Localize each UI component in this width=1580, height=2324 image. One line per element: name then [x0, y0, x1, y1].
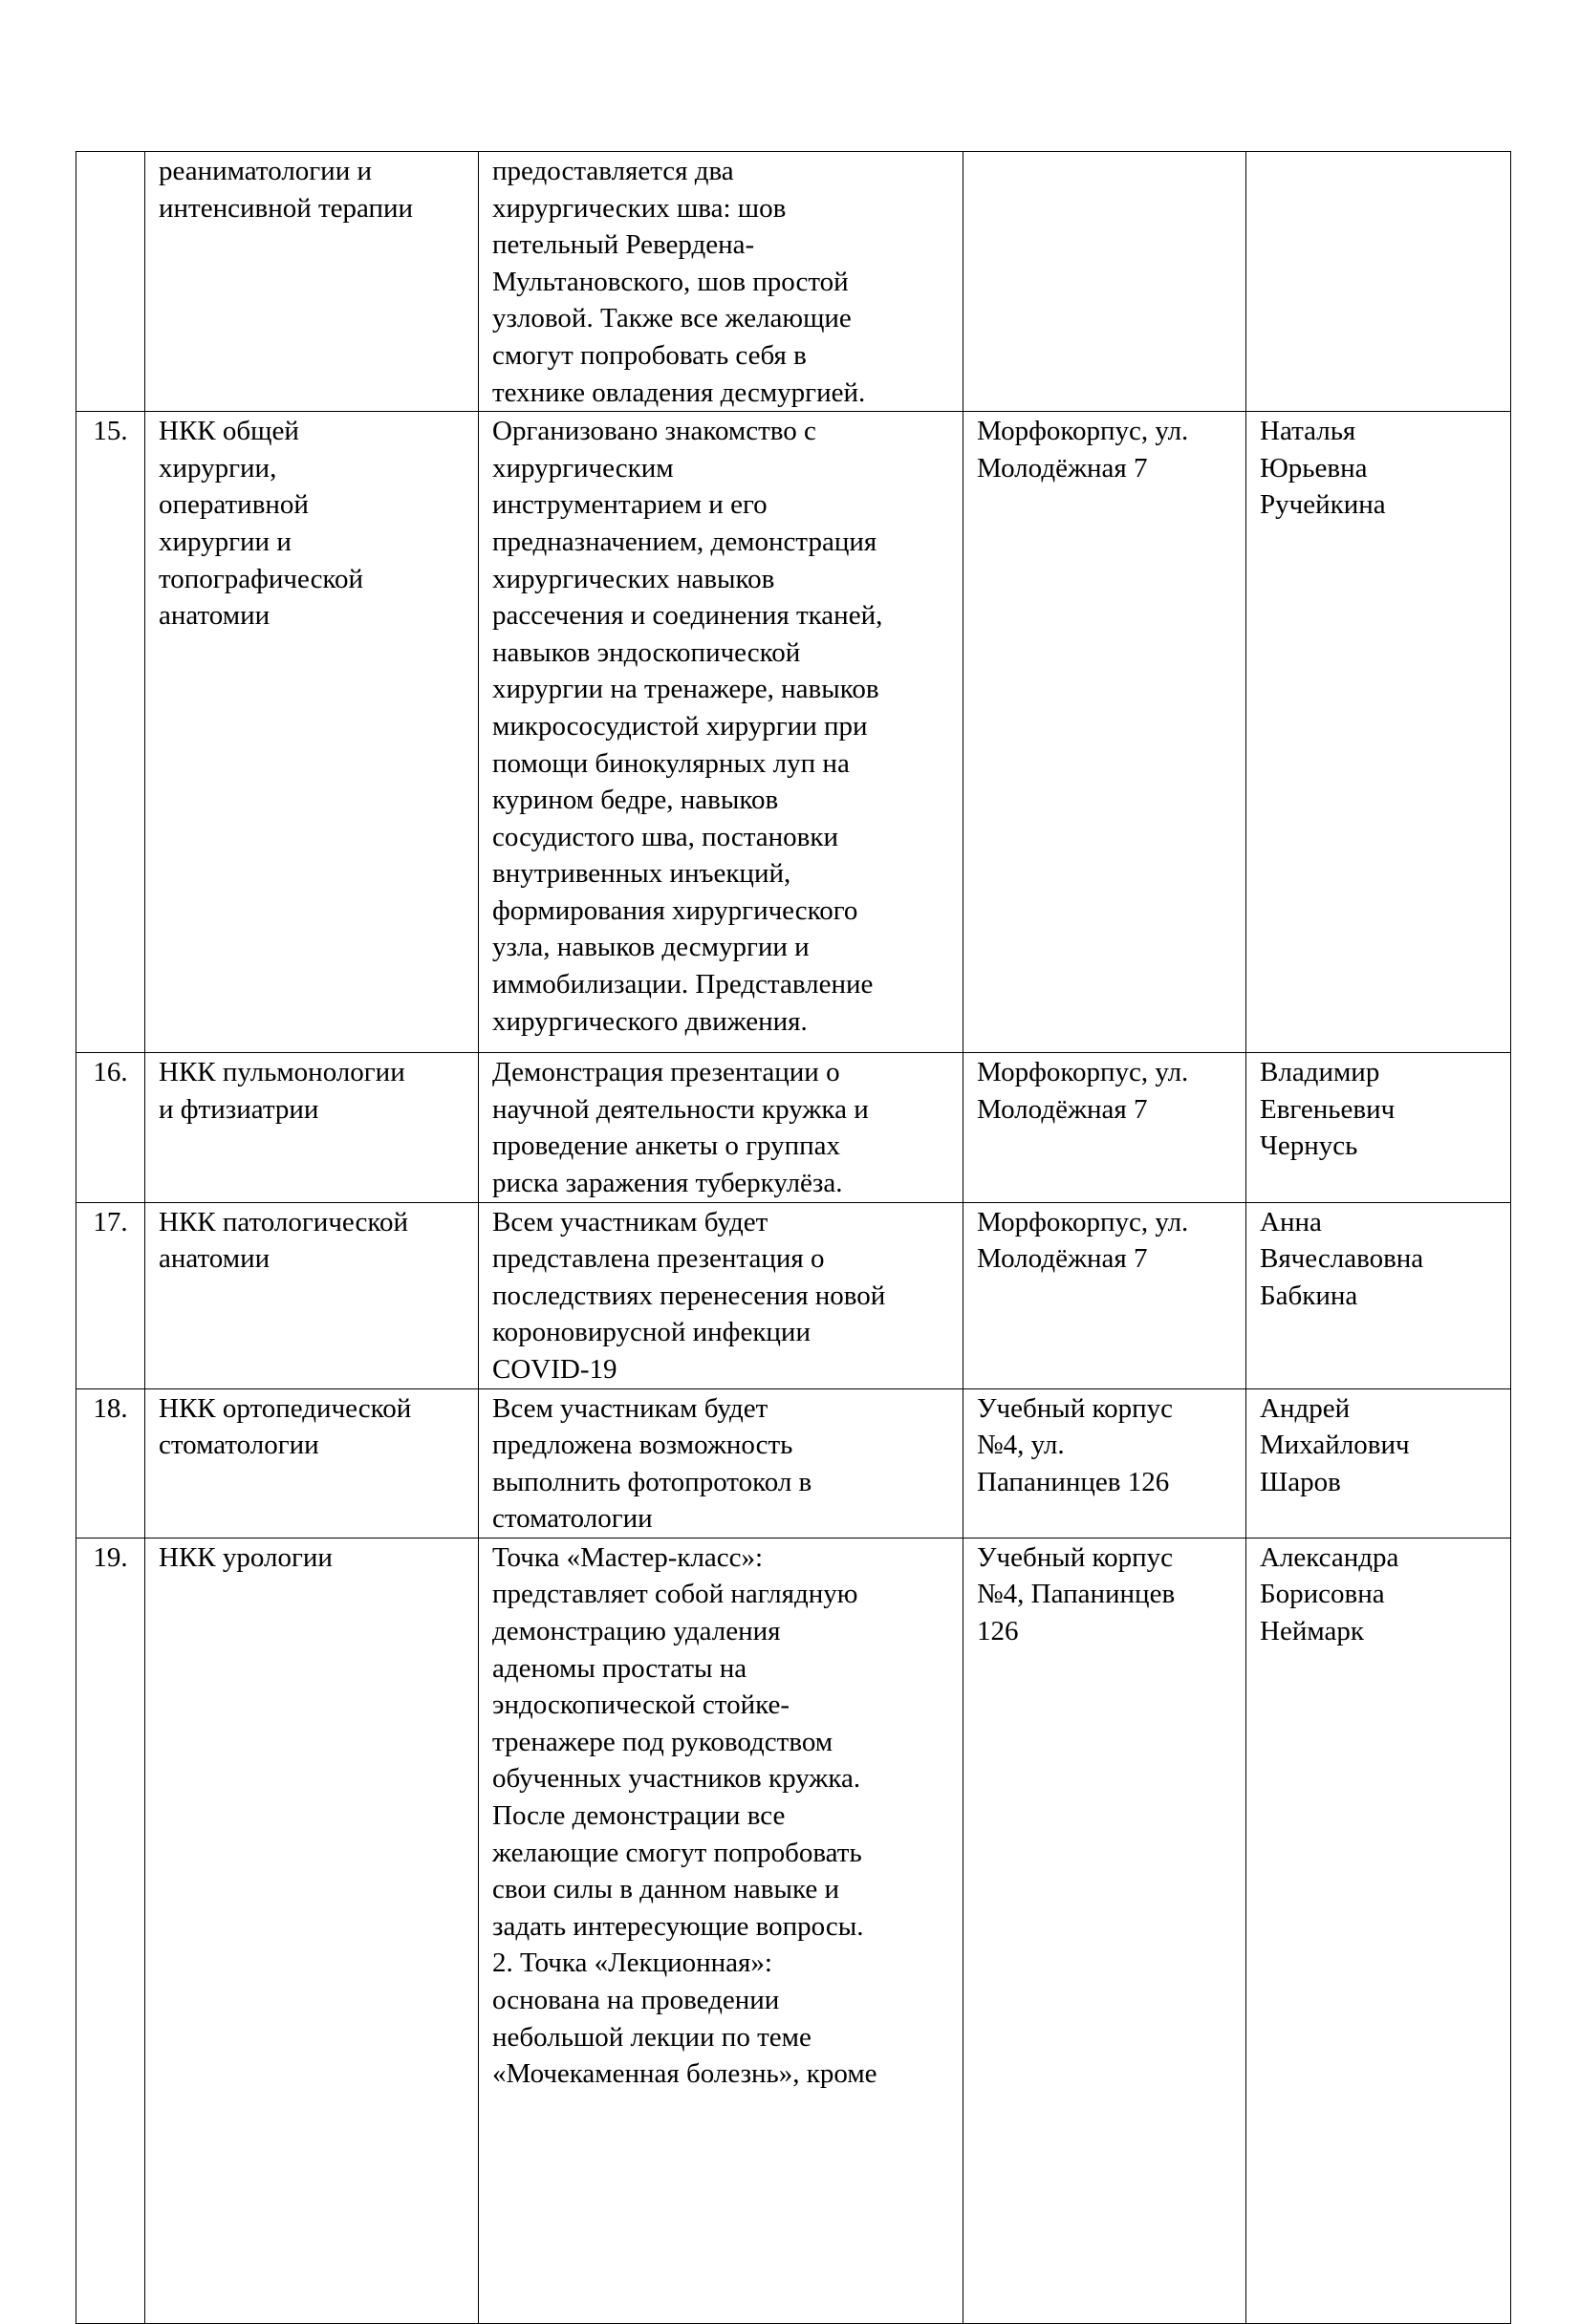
row-number: 15.: [93, 416, 128, 447]
leader-text-line: Ручейкина: [1260, 489, 1386, 521]
activity-text-line: «Мочекаменная болезнь», кроме: [492, 2058, 877, 2090]
location-text-line: №4, ул.: [977, 1430, 1065, 1461]
activity-text-line: смогут попробовать себя в: [492, 339, 807, 371]
location-text-line: Морфокорпус, ул.: [977, 1206, 1189, 1237]
location-text-line: Морфокорпус, ул.: [977, 1057, 1189, 1088]
club-name-cell: [145, 1202, 479, 1388]
table-row: [76, 152, 1511, 412]
location-cell: [963, 152, 1246, 412]
row-number-cell: [76, 412, 145, 1053]
activity-text-line: демонстрацию удаления: [492, 1616, 781, 1647]
table-row: [76, 412, 1511, 1053]
activity-text-line: стоматологии: [492, 1503, 653, 1535]
activity-text-line: микрососудистой хирургии при: [492, 710, 868, 742]
activity-text-line: основана на проведении: [492, 1985, 780, 2015]
activity-text-line: представлена презентация о: [492, 1243, 825, 1275]
club-text-line: НКК урологии: [159, 1541, 333, 1573]
activity-text-line: После демонстрации все: [492, 1800, 786, 1832]
leader-text-line: Бабкина: [1260, 1280, 1358, 1311]
table-body: [76, 152, 1511, 2324]
location-text-line: Молодёжная 7: [977, 1243, 1148, 1275]
club-name-cell: [145, 1053, 479, 1202]
activity-text-line: хирургии на тренажере, навыков: [492, 674, 879, 705]
leader-text-line: Борисовна: [1260, 1579, 1385, 1610]
activity-text-line: иммобилизации. Представление: [492, 969, 874, 1001]
location-cell: [963, 1202, 1246, 1388]
club-text-line: НКК ортопедической: [159, 1392, 412, 1424]
leader-cell: [1246, 1388, 1511, 1538]
location-text-line: №4, Папанинцев: [977, 1579, 1176, 1610]
activity-text-line: небольшой лекции по теме: [492, 2021, 812, 2053]
activity-text-line: инструментарием и его: [492, 489, 768, 521]
club-text-line: НКК пульмонологии: [159, 1057, 405, 1088]
leader-text-line: Шаров: [1260, 1466, 1341, 1497]
row-number-cell: [76, 1388, 145, 1538]
club-text-line: хирургии,: [159, 452, 277, 484]
activity-text-line: выполнить фотопротокол в: [492, 1466, 812, 1497]
activity-text-line: узловой. Также все желающие: [492, 303, 852, 334]
row-number: 19.: [93, 1541, 128, 1573]
row-number-cell: [76, 152, 145, 412]
leader-cell: [1246, 1053, 1511, 1202]
activity-text-line: Организовано знакомство с: [492, 416, 816, 447]
activity-text-line: научной деятельности кружка и: [492, 1093, 869, 1125]
location-text-line: Морфокорпус, ул.: [977, 416, 1189, 447]
leader-text-line: Михайлович: [1260, 1430, 1410, 1461]
activity-text-line: рассечения и соединения тканей,: [492, 600, 883, 632]
activity-text-line: сосудистого шва, постановки: [492, 821, 838, 852]
activity-text-line: хирургическим: [492, 452, 674, 484]
activity-text-line: навыков эндоскопической: [492, 636, 801, 668]
activity-text-line: Мультановского, шов простой: [492, 266, 849, 297]
row-number: 18.: [93, 1392, 128, 1424]
activity-text-line: представляет собой наглядную: [492, 1579, 858, 1610]
club-text-line: реаниматологии и: [159, 156, 372, 186]
club-text-line: оперативной: [159, 489, 309, 521]
club-text-line: топографической: [159, 563, 364, 594]
leader-text-line: Анна: [1260, 1206, 1322, 1237]
leader-cell: [1246, 1538, 1511, 2323]
table-row: [76, 1388, 1511, 1538]
activity-description-cell: [479, 1053, 963, 1202]
leader-cell: [1246, 1202, 1511, 1388]
club-text-line: НКК патологической: [159, 1206, 408, 1237]
activity-text-line: помощи бинокулярных луп на: [492, 747, 850, 779]
table-row: [76, 1053, 1511, 1202]
location-cell: [963, 1388, 1246, 1538]
activity-text-line: желающие смогут попробовать: [492, 1837, 862, 1868]
activity-text-line: задать интересующие вопросы.: [492, 1910, 864, 1942]
leader-text-line: Чернусь: [1260, 1130, 1358, 1162]
activity-text-line: Всем участникам будет: [492, 1392, 768, 1424]
activity-text-line: предназначением, демонстрация: [492, 526, 877, 557]
location-text-line: Молодёжная 7: [977, 1093, 1148, 1125]
club-text-line: стоматологии: [159, 1430, 319, 1461]
location-text-line: 126: [977, 1616, 1019, 1647]
activity-text-line: хирургического движения.: [492, 1005, 808, 1037]
location-cell: [963, 1538, 1246, 2323]
location-cell: [963, 412, 1246, 1053]
activity-text-line: проведение анкеты о группах: [492, 1130, 841, 1162]
activity-text-line: COVID-19: [492, 1353, 617, 1385]
activity-text-line: Точка «Мастер-класс»:: [492, 1541, 764, 1573]
activity-text-line: узла, навыков десмургии и: [492, 932, 810, 963]
location-text-line: Папанинцев 126: [977, 1466, 1170, 1497]
activity-text-line: курином бедре, навыков: [492, 785, 779, 816]
club-text-line: анатомии: [159, 1243, 271, 1275]
table-row: [76, 1202, 1511, 1388]
activity-description-cell: [479, 152, 963, 412]
leader-text-line: Вячеславовна: [1260, 1243, 1424, 1275]
activity-text-line: формирования хирургического: [492, 894, 858, 926]
location-text-line: Учебный корпус: [977, 1541, 1174, 1573]
club-name-cell: [145, 1538, 479, 2323]
table-row: [76, 1538, 1511, 2323]
row-number: 16.: [93, 1057, 128, 1088]
activity-text-line: хирургических навыков: [492, 563, 775, 594]
leader-text-line: Евгеньевич: [1260, 1093, 1396, 1125]
activity-text-line: технике овладения десмургией.: [492, 377, 866, 408]
activity-text-line: обученных участников кружка.: [492, 1763, 861, 1795]
leader-text-line: Юрьевна: [1260, 452, 1368, 484]
activity-text-line: хирургических шва: шов: [492, 192, 787, 224]
leader-text-line: Владимир: [1260, 1057, 1380, 1088]
activity-text-line: предложена возможность: [492, 1430, 793, 1461]
club-name-cell: [145, 152, 479, 412]
activity-text-line: предоставляется два: [492, 156, 734, 186]
activity-text-line: эндоскопической стойке-: [492, 1689, 790, 1721]
row-number-cell: [76, 1202, 145, 1388]
leader-text-line: Наталья: [1260, 416, 1356, 447]
leader-cell: [1246, 412, 1511, 1053]
club-text-line: НКК общей: [159, 416, 299, 447]
leader-cell: [1246, 152, 1511, 412]
location-text-line: Учебный корпус: [977, 1392, 1174, 1424]
activity-description-cell: [479, 412, 963, 1053]
activity-text-line: 2. Точка «Лекционная»:: [492, 1947, 772, 1979]
activity-text-line: Демонстрация презентации о: [492, 1057, 840, 1088]
leader-text-line: Неймарк: [1260, 1616, 1364, 1647]
activity-text-line: петельный Ревердена-: [492, 229, 755, 261]
location-cell: [963, 1053, 1246, 1202]
row-number-cell: [76, 1538, 145, 2323]
activity-text-line: короновирусной инфекции: [492, 1317, 811, 1348]
activity-text-line: тренажере под руководством: [492, 1726, 833, 1757]
leader-text-line: Андрей: [1260, 1392, 1351, 1424]
activity-description-cell: [479, 1388, 963, 1538]
location-text-line: Молодёжная 7: [977, 452, 1148, 484]
activity-text-line: риска заражения туберкулёза.: [492, 1167, 843, 1198]
row-number: 17.: [93, 1206, 128, 1237]
row-number-cell: [76, 1053, 145, 1202]
club-name-cell: [145, 412, 479, 1053]
club-text-line: и фтизиатрии: [159, 1093, 319, 1125]
events-table: [76, 151, 1511, 2324]
activity-description-cell: [479, 1538, 963, 2323]
activity-text-line: Всем участникам будет: [492, 1206, 768, 1237]
activity-description-cell: [479, 1202, 963, 1388]
club-text-line: анатомии: [159, 600, 271, 632]
activity-text-line: последствиях перенесения новой: [492, 1280, 886, 1311]
activity-text-line: свои силы в данном навыке и: [492, 1874, 839, 1905]
activity-text-line: аденомы простаты на: [492, 1652, 747, 1684]
club-text-line: интенсивной терапии: [159, 192, 414, 224]
club-text-line: хирургии и: [159, 526, 292, 557]
activity-text-line: внутривенных инъекций,: [492, 858, 791, 890]
club-name-cell: [145, 1388, 479, 1538]
leader-text-line: Александра: [1260, 1541, 1399, 1573]
